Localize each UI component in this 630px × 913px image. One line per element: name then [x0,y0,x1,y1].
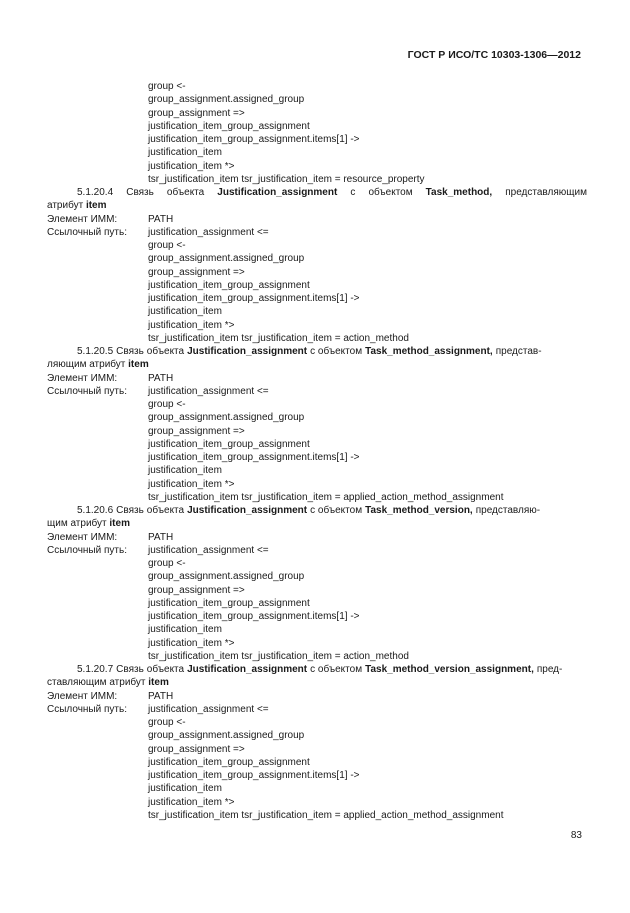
heading-word: Связь [116,346,144,357]
path-row [47,703,587,716]
path-line: justification_item_group_assignment [148,438,310,450]
path-line: group_assignment.assigned_group [148,412,305,424]
element-value: PATH [148,690,174,702]
target-entity-name: Task_method_version, [365,505,473,516]
section-heading-continuation [47,358,587,371]
path-line: group_assignment => [148,266,245,278]
document-body [47,80,587,822]
path-label: Ссылочный путь: [47,544,127,556]
path-line: justification_item_group_assignment [148,756,310,768]
path-line: group_assignment.assigned_group [148,571,305,583]
element-value: PATH [148,372,174,384]
element-label: Элемент ИММ: [47,690,118,702]
path-line: justification_item *> [148,319,235,331]
path-line: justification_item_group_assignment [148,120,310,132]
path-line: tsr_justification_item tsr_justification_item = action_method [148,332,409,344]
heading-word: объекта [166,187,205,198]
path-line: justification_item_group_assignment.items[1] -> [148,293,360,304]
element-value: PATH [148,213,174,225]
attribute-name: item [148,677,169,689]
path-label: Ссылочный путь: [47,226,127,238]
path-line: justification_assignment <= [148,544,269,556]
path-line: group_assignment.assigned_group [148,94,305,106]
path-line: justification_assignment <= [148,703,269,715]
element-row [47,531,587,544]
path-line: justification_item *> [148,796,235,808]
section-heading [47,345,587,358]
path-line: group <- [148,717,186,728]
section-heading-continuation [47,199,587,212]
element-row [47,213,587,226]
heading-word: с [350,187,356,198]
heading-word: объектом [368,187,413,198]
entity-name: Justification_assignment [187,664,308,675]
element-label: Элемент ИММ: [47,531,118,543]
path-line: tsr_justification_item tsr_justification_item = action_method [148,650,409,662]
entity-name: Justification_assignment [187,346,308,357]
path-line: justification_item *> [148,637,235,649]
element-label: Элемент ИММ: [47,213,118,225]
path-line: justification_item [148,306,222,318]
path-line: group_assignment => [148,584,245,596]
heading-prefix: ставляющим атрибут [47,677,146,689]
path-line: justification_assignment <= [148,226,269,238]
path-line: justification_item_group_assignment [148,597,310,609]
target-entity-name: Task_method_assignment, [365,346,493,357]
heading-word: представляющим [505,187,587,198]
heading-prefix: атрибут [47,200,84,212]
section-heading-continuation [47,517,587,530]
path-line: group <- [148,240,186,251]
path-line: justification_item [148,624,222,636]
section-number: 5.1.20.6 [77,505,114,516]
path-line: justification_item *> [148,478,235,490]
target-entity-name: Task_method, [425,187,493,198]
path-row [47,226,587,239]
heading-word: представляю- [475,505,541,516]
path-row [47,544,587,557]
entity-name: Justification_assignment [217,187,338,198]
heading-word: Связь [126,187,154,198]
heading-word: с объектом [310,505,363,516]
path-line: justification_item_group_assignment.items[1] -> [148,134,360,145]
element-row [47,690,587,703]
path-line: group <- [148,558,186,569]
element-value: PATH [148,531,174,543]
heading-word: с объектом [310,346,363,357]
heading-word: объекта [146,664,185,675]
path-line: group_assignment => [148,743,245,755]
path-line: justification_item_group_assignment.items[1] -> [148,611,360,622]
attribute-name: item [85,200,107,212]
section-number: 5.1.20.7 [77,664,114,675]
section-heading [47,504,587,517]
path-line: justification_item_group_assignment.items[1] -> [148,452,360,463]
heading-word: Связь [116,664,144,675]
path-line: justification_item [148,465,222,477]
path-line: group_assignment => [148,425,245,437]
page-number: 83 [570,830,582,841]
element-label: Элемент ИММ: [47,372,118,384]
heading-word: Связь [116,505,144,516]
attribute-name: item [128,359,149,371]
standard-header: ГОСТ Р ИСО/ТС 10303-1306—2012 [407,49,581,61]
path-line: justification_item_group_assignment.items[1] -> [148,770,360,781]
path-line: justification_item [148,783,222,795]
path-row [47,385,587,398]
heading-word: пред- [536,664,563,675]
heading-word: объекта [146,505,185,516]
path-line: group_assignment.assigned_group [148,730,305,742]
path-line: group_assignment => [148,107,245,119]
heading-prefix: ляющим атрибут [47,359,126,371]
section-heading [47,186,587,199]
path-label: Ссылочный путь: [47,385,127,397]
heading-word: объекта [146,346,185,357]
path-line: tsr_justification_item tsr_justification_item = applied_action_method_assignment [148,491,504,503]
path-line: group <- [148,399,186,410]
section-number: 5.1.20.4 [77,187,114,198]
heading-word: представ- [495,346,542,357]
section-heading-continuation [47,676,587,689]
element-row [47,372,587,385]
entity-name: Justification_assignment [187,505,308,516]
path-line: justification_assignment <= [148,385,269,397]
path-line: justification_item [148,147,222,159]
path-line: justification_item_group_assignment [148,279,310,291]
path-label: Ссылочный путь: [47,703,127,715]
section-heading [47,663,587,676]
target-entity-name: Task_method_version_assignment, [365,664,534,675]
heading-prefix: щим атрибут [47,518,107,530]
path-line: justification_item *> [148,160,235,172]
path-line: group <- [148,81,186,92]
section-number: 5.1.20.5 [77,346,114,357]
path-line: tsr_justification_item tsr_justification_item = applied_action_method_assignment [148,809,504,821]
attribute-name: item [109,518,130,530]
path-line: group_assignment.assigned_group [148,253,305,265]
path-line: tsr_justification_item tsr_justification_item = resource_property [148,173,425,185]
heading-word: с объектом [310,664,363,675]
